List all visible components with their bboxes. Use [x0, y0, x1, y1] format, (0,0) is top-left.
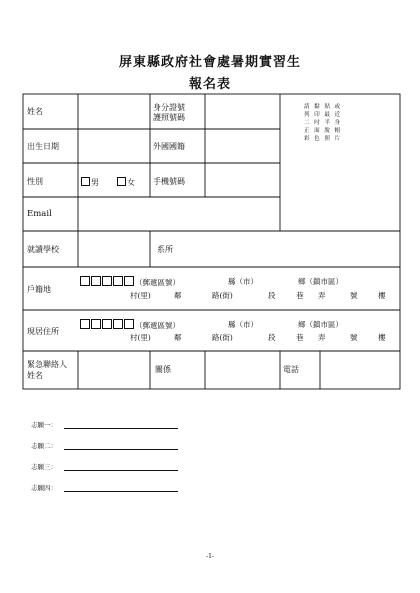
wish-2-label: 志願二： — [31, 442, 57, 450]
school-field[interactable] — [79, 232, 149, 266]
zip-label: （郵遞區號） — [135, 321, 180, 330]
wish-4-label: 志願四： — [31, 484, 57, 492]
alley-label: 弄 — [318, 291, 326, 300]
id-number-label: 身分證號 — [153, 103, 185, 112]
wish-3-label: 志願三： — [31, 463, 57, 471]
email-label: Email — [27, 209, 52, 219]
female-label: 女 — [127, 178, 135, 187]
birth-date-field[interactable] — [79, 130, 149, 162]
floor-label: 樓 — [378, 291, 386, 300]
section-label: 段 — [268, 291, 276, 300]
number-label: 號 — [350, 291, 358, 300]
school-label: 就讀學校 — [27, 245, 59, 254]
county-label: 縣（市） — [228, 277, 258, 286]
zip-digit-box[interactable] — [124, 319, 134, 329]
current-address-label: 現居住所 — [27, 327, 59, 336]
lane-label: 巷 — [296, 333, 304, 342]
department-field[interactable] — [190, 232, 399, 266]
photo-text-line: 正 面 脫 帽 — [304, 128, 342, 134]
zip-digit-box[interactable] — [91, 276, 101, 286]
nationality-field[interactable] — [206, 130, 279, 162]
neighbor-label: 鄰 — [174, 291, 182, 300]
form-title: 屏東縣政府社會處暑期實習生 — [118, 55, 301, 70]
relation-label: 關係 — [155, 365, 171, 374]
village-label: 村(里) — [130, 333, 151, 342]
number-label: 號 — [350, 333, 358, 342]
birth-date-label: 出生日期 — [27, 142, 59, 151]
wish-3-line[interactable] — [64, 470, 178, 471]
email-field[interactable] — [79, 198, 279, 230]
relation-field[interactable] — [206, 352, 279, 388]
emergency-name-label: 姓名 — [27, 371, 43, 380]
road-label: 路(街) — [212, 291, 233, 300]
wish-1-label: 志願一： — [31, 421, 57, 429]
name-field[interactable] — [79, 95, 149, 128]
photo-text-line: 彩 色 照 片 — [304, 136, 342, 142]
zip-digit-box[interactable] — [124, 276, 134, 286]
floor-label: 樓 — [378, 333, 386, 342]
nationality-label: 外國國籍 — [153, 142, 185, 151]
emergency-name-field[interactable] — [79, 352, 149, 388]
wish-4-line[interactable] — [64, 491, 178, 492]
gender-female-option[interactable] — [117, 177, 135, 187]
photo-text-line: 二 吋 半 身 — [304, 120, 342, 126]
household-zip-row[interactable] — [80, 276, 180, 287]
zip-digit-box[interactable] — [80, 319, 90, 329]
alley-label: 弄 — [318, 333, 326, 342]
gender-label: 性別 — [27, 177, 43, 186]
zip-digit-box[interactable] — [80, 276, 90, 286]
wish-2-line[interactable] — [64, 449, 178, 450]
road-label: 路(街) — [212, 333, 233, 342]
name-label: 姓名 — [27, 107, 43, 116]
wish-1-line[interactable] — [64, 428, 178, 429]
form-subtitle: 報名表 — [188, 77, 231, 92]
female-checkbox[interactable] — [117, 177, 126, 186]
zip-label: （郵遞區號） — [135, 278, 180, 287]
town-label: 鄉（鎮市區） — [298, 277, 343, 286]
section-label: 段 — [268, 333, 276, 342]
male-label: 男 — [91, 178, 99, 187]
county-label: 縣（市） — [228, 320, 258, 329]
photo-text-line: 列 印 最 近 — [304, 112, 342, 118]
phone-field[interactable] — [321, 352, 399, 388]
male-checkbox[interactable] — [81, 177, 90, 186]
passport-number-label: 護照號碼 — [153, 113, 185, 122]
zip-digit-box[interactable] — [113, 276, 123, 286]
gender-male-option[interactable] — [81, 177, 99, 187]
village-label: 村(里) — [130, 291, 151, 300]
phone-label: 電話 — [283, 365, 299, 374]
photo-text-line: 請 黏 貼 或 — [304, 104, 342, 110]
mobile-field[interactable] — [206, 164, 279, 196]
town-label: 鄉（鎮市區） — [298, 320, 343, 329]
zip-digit-box[interactable] — [102, 319, 112, 329]
emergency-contact-label: 緊急聯絡人 — [27, 360, 67, 369]
neighbor-label: 鄰 — [174, 333, 182, 342]
zip-digit-box[interactable] — [102, 276, 112, 286]
mobile-label: 手機號碼 — [153, 177, 185, 186]
page-number: -1- — [206, 553, 214, 560]
zip-digit-box[interactable] — [91, 319, 101, 329]
zip-digit-box[interactable] — [113, 319, 123, 329]
household-address-label: 戶籍地 — [27, 285, 51, 294]
department-label: 系所 — [157, 245, 173, 254]
photo-instructions — [304, 103, 368, 143]
lane-label: 巷 — [296, 291, 304, 300]
id-number-field[interactable] — [206, 95, 279, 128]
current-zip-row[interactable] — [80, 319, 180, 330]
